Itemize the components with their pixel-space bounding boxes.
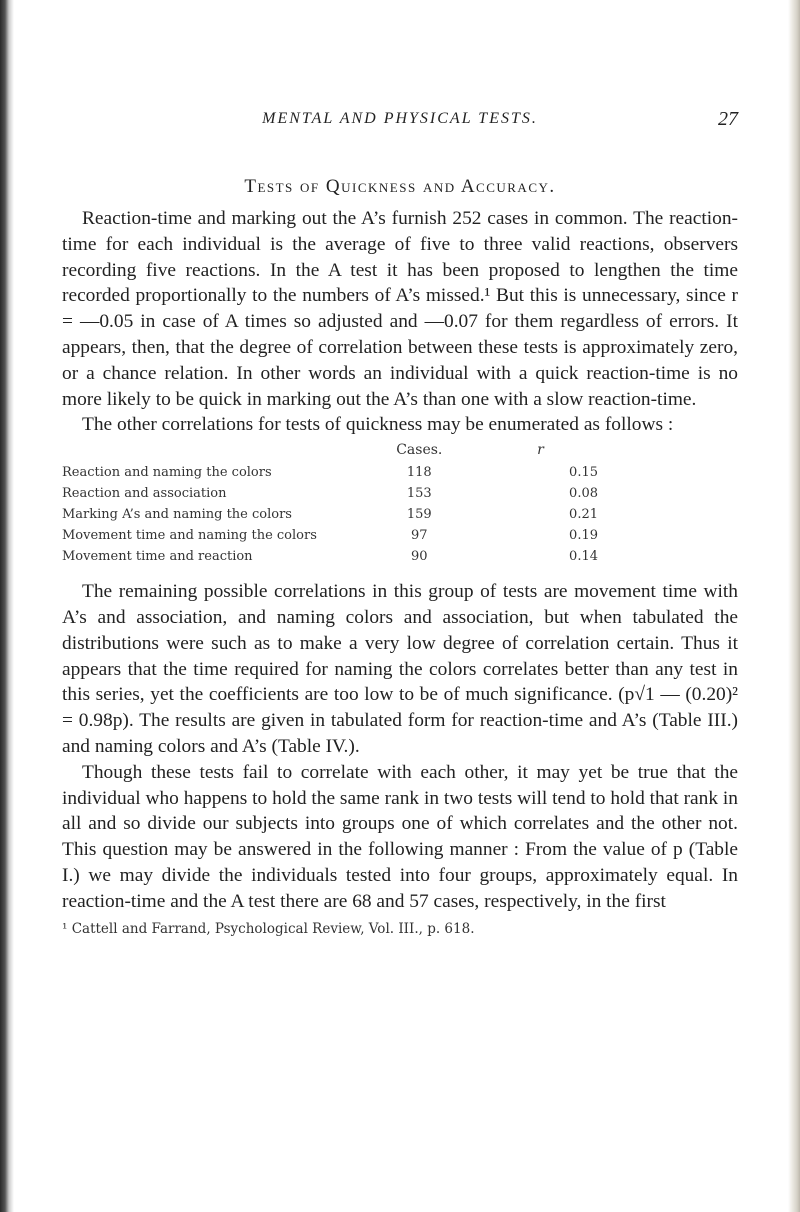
page-number: 27: [718, 108, 738, 130]
row-label: Movement time and naming the colors: [62, 528, 317, 544]
table-row: [62, 483, 602, 504]
table-row: [62, 525, 602, 546]
row-label: Movement time and reaction: [62, 549, 253, 565]
binding-edge: [0, 0, 14, 1212]
paragraph-remaining-correlations: The remaining possible correlations in this group of tests are movement time with A’s and association, and naming colors and association, but when tabulated the distributions were such as to make a very low degree of correlation certain. Thus it appears that the time required for naming the colors correlates better than any test in this series, yet the coefficients are too low to be of much significance. (p√1 — (0.20)² = 0.98p). The results are given in tabulated form for reaction-time and A’s (Table III.) and naming colors and A’s (Table IV.).: [62, 581, 738, 757]
row-cases: 90: [411, 549, 428, 565]
running-head-title: MENTAL AND PHYSICAL TESTS.: [262, 110, 538, 127]
row-r: 0.21: [569, 507, 598, 523]
correlation-table: [62, 438, 602, 567]
row-r: 0.15: [569, 465, 598, 481]
table-header-cases: Cases.: [396, 442, 443, 459]
row-cases: 97: [411, 528, 428, 544]
row-label: Marking A’s and naming the colors: [62, 507, 292, 523]
table-header-test: [62, 438, 360, 462]
row-label: Reaction and naming the colors: [62, 465, 272, 481]
table-row: [62, 546, 602, 567]
row-cases: 153: [406, 486, 432, 502]
table-header-r: r: [537, 442, 544, 459]
running-head: [62, 110, 738, 134]
table-row: [62, 504, 602, 525]
section-title: Tests of Quickness and Accuracy.: [244, 176, 556, 197]
row-label: Reaction and association: [62, 486, 227, 502]
row-cases: 118: [406, 465, 432, 481]
paragraph-other-correlations: The other correlations for tests of quickness may be enumerated as follows :: [82, 414, 674, 436]
paragraph-groups: Though these tests fail to correlate with each other, it may yet be true that the individual who happens to hold the same rank in two tests will tend to hold that rank in all and so divide our subjects into groups one of which correlates and the other not. This question may be answered in the following manner : From the value of p (Table I.) we may divide the individuals tested into four groups, approximately equal. In reaction-time and the A test there are 68 and 57 cases, respectively, in the first: [62, 761, 738, 912]
book-page: [62, 110, 738, 937]
table-header-row: [62, 438, 602, 462]
row-r: 0.08: [569, 486, 598, 502]
row-cases: 159: [406, 507, 432, 523]
table-row: [62, 462, 602, 483]
paragraph-reaction-time: Reaction-time and marking out the A’s furnish 252 cases in common. The reaction-time for each individual is the average of five to three valid reactions, observers recording five reactions. In the A test it has been proposed to lengthen the time recorded proportionally to the numbers of A’s missed.¹ But this is unnecessary, since r = —0.05 in case of A times so adjusted and —0.07 for them regardless of errors. It appears, then, that the degree of correlation between these tests is approximately zero, or a chance relation. In other words an individual with a quick reaction-time is no more likely to be quick in marking out the A’s than one with a slow reaction-time.: [62, 208, 738, 410]
page-edge: [788, 0, 800, 1212]
footnote: ¹ Cattell and Farrand, Psychological Review, Vol. III., p. 618.: [62, 920, 475, 937]
row-r: 0.19: [569, 528, 598, 544]
row-r: 0.14: [569, 549, 598, 565]
